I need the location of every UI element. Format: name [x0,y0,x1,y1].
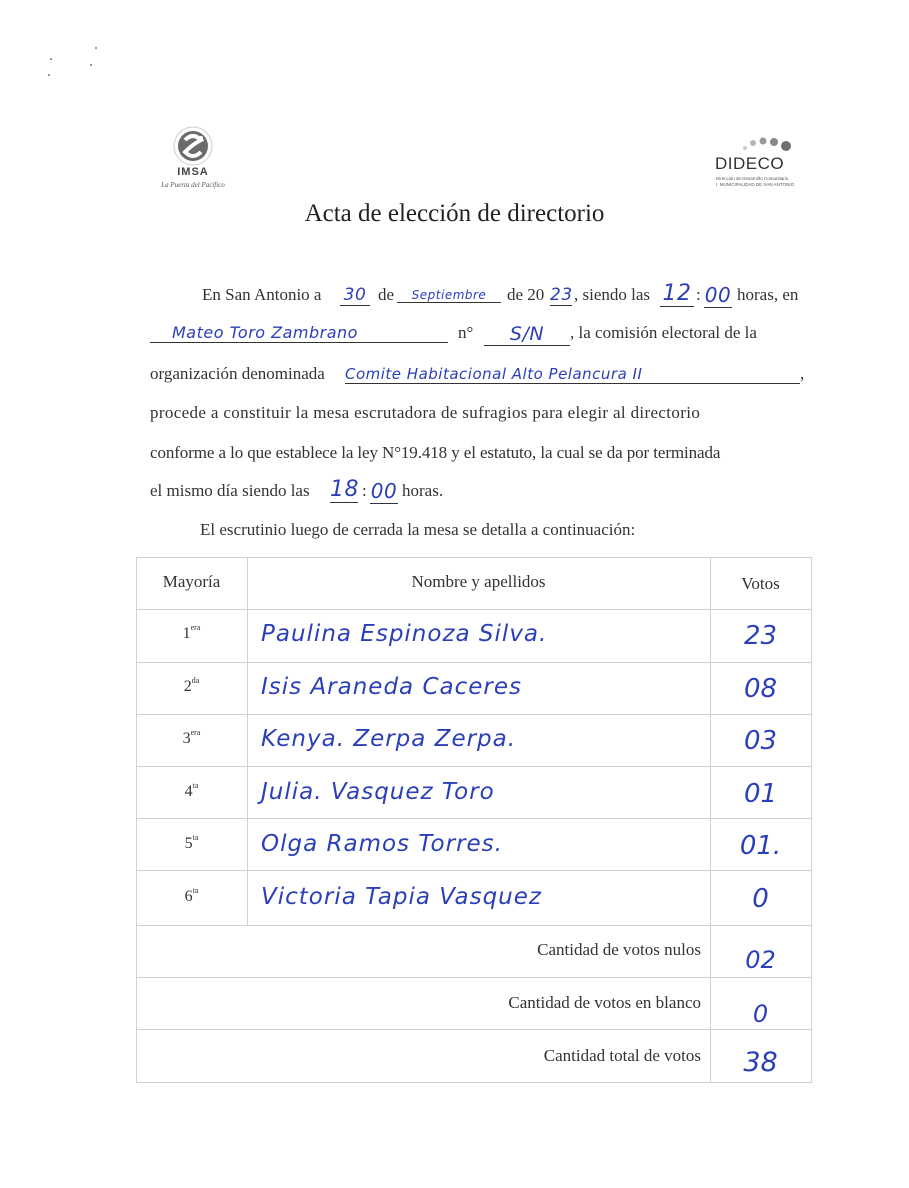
candidate-name: Julia. Vasquez Toro [261,778,495,805]
intro-line-1 [150,281,805,309]
rank-suffix: ta [192,780,199,790]
rank-suffix: ta [192,885,199,895]
handwritten-number: S/N [484,323,570,346]
table-border [136,714,812,715]
scan-speck [48,74,50,76]
handwritten-hour: 12 [660,281,694,307]
intro-text: conforme a lo que establece la ley N°19.418 y el estatuto, la cual se da por terminada [150,443,721,462]
imsa-seal-icon [145,124,241,168]
dideco-logo [710,130,805,192]
blank-votes-label: Cantidad de votos en blanco [508,993,701,1012]
rank-suffix: era [190,623,201,632]
intro-line-3 [150,364,805,388]
table-border [811,557,812,1083]
rank-number: 5 [184,835,193,852]
rank-cell [136,780,247,801]
table-border [136,557,812,558]
handwritten-month: Septiembre [397,288,501,303]
candidate-votes: 03 [743,726,778,756]
intro-text: el mismo día siendo las [150,481,310,500]
header-name: Nombre y apellidos [411,572,546,591]
handwritten-minute: 00 [704,283,732,307]
table-border [136,925,812,926]
candidate-name: Victoria Tapia Vasquez [261,883,542,910]
intro-text: organización denominada [150,364,325,383]
candidate-votes: 01. [739,831,782,861]
table-border [136,609,812,610]
imsa-tagline: La Puerta del Pacífico [161,181,225,189]
rank-suffix: da [191,675,200,685]
handwritten-day: 30 [340,285,370,306]
rank-number: 3 [182,730,191,747]
null-votes-label: Cantidad de votos nulos [537,940,701,959]
intro-line-6 [150,477,805,505]
rank-suffix: era [190,728,201,737]
null-votes-value: 02 [745,946,776,974]
handwritten-organization-name: Comite Habitacional Alto Pelancura II [345,365,800,384]
table-border [136,870,812,871]
intro-line-2 [150,323,805,347]
document-title: Acta de elección de directorio [304,200,605,227]
intro-text: , [800,364,805,383]
rank-suffix: ta [192,833,199,842]
rank-number: 2 [183,677,192,695]
candidate-name: Olga Ramos Torres. [261,831,503,857]
handwritten-address: Mateo Toro Zambrano [150,323,448,343]
intro-line-4 [150,403,805,427]
rank-cell [136,885,247,906]
imsa-logo-text: IMSA [177,166,209,178]
table-border [136,662,812,663]
handwritten-end-minute: 00 [370,479,398,503]
table-border [136,977,812,978]
dideco-dots-icon [710,130,805,154]
intro-text: horas. [402,481,444,500]
total-votes-value: 38 [743,1047,778,1078]
intro-text: de [378,285,395,304]
candidate-name: Kenya. Zerpa Zerpa. [261,726,517,752]
header-votes: Votos [741,574,780,593]
rank-cell [136,730,247,748]
candidate-votes: 23 [743,621,778,651]
imsa-logo [145,124,241,198]
scan-speck [50,58,52,60]
dideco-subtitle: Dirección de Desarrollo Comunitario [716,176,789,181]
scan-speck [90,64,92,66]
blank-votes-value: 0 [752,1000,769,1028]
table-border [136,1029,812,1030]
intro-text: , siendo las [574,285,651,304]
rank-number: 4 [184,782,193,800]
intro-text: procede a constituir la mesa escrutadora de sufragios para elegir al directorio [150,403,701,422]
intro-text: de 20 [507,285,545,304]
dideco-logo-text: DIDECO [715,154,785,173]
candidate-name: Paulina Espinoza Silva. [261,621,548,647]
intro-text: : [362,481,367,500]
table-border [136,1082,812,1083]
rank-cell [136,835,247,853]
scan-speck [95,47,97,49]
candidate-votes: 0 [752,883,769,914]
rank-number: 6 [184,887,193,905]
election-results-table [136,557,812,1083]
intro-text: , la comisión electoral de la [570,323,757,342]
intro-text: En San Antonio a [202,285,322,304]
intro-text: n° [458,323,474,342]
rank-number: 1 [182,625,191,642]
table-border [136,766,812,767]
candidate-votes: 01 [743,778,778,809]
table-border [136,818,812,819]
rank-cell [136,625,247,643]
candidate-votes: 08 [743,673,778,704]
candidate-name: Isis Araneda Caceres [261,673,523,700]
handwritten-year: 23 [550,285,573,305]
intro-text: horas, en [737,285,799,304]
total-votes-label: Cantidad total de votos [543,1046,701,1065]
rank-cell [136,675,247,696]
intro-text: El escrutinio luego de cerrada la mesa se detalla a continuación: [200,520,636,539]
handwritten-end-hour: 18 [330,477,359,502]
header-rank: Mayoría [162,572,221,591]
intro-line-7 [150,520,805,544]
intro-line-5 [150,443,805,467]
dideco-subtitle-municipality: I. MUNICIPALIDAD DE SAN ANTONIO [716,182,795,187]
intro-text: : [696,285,701,304]
